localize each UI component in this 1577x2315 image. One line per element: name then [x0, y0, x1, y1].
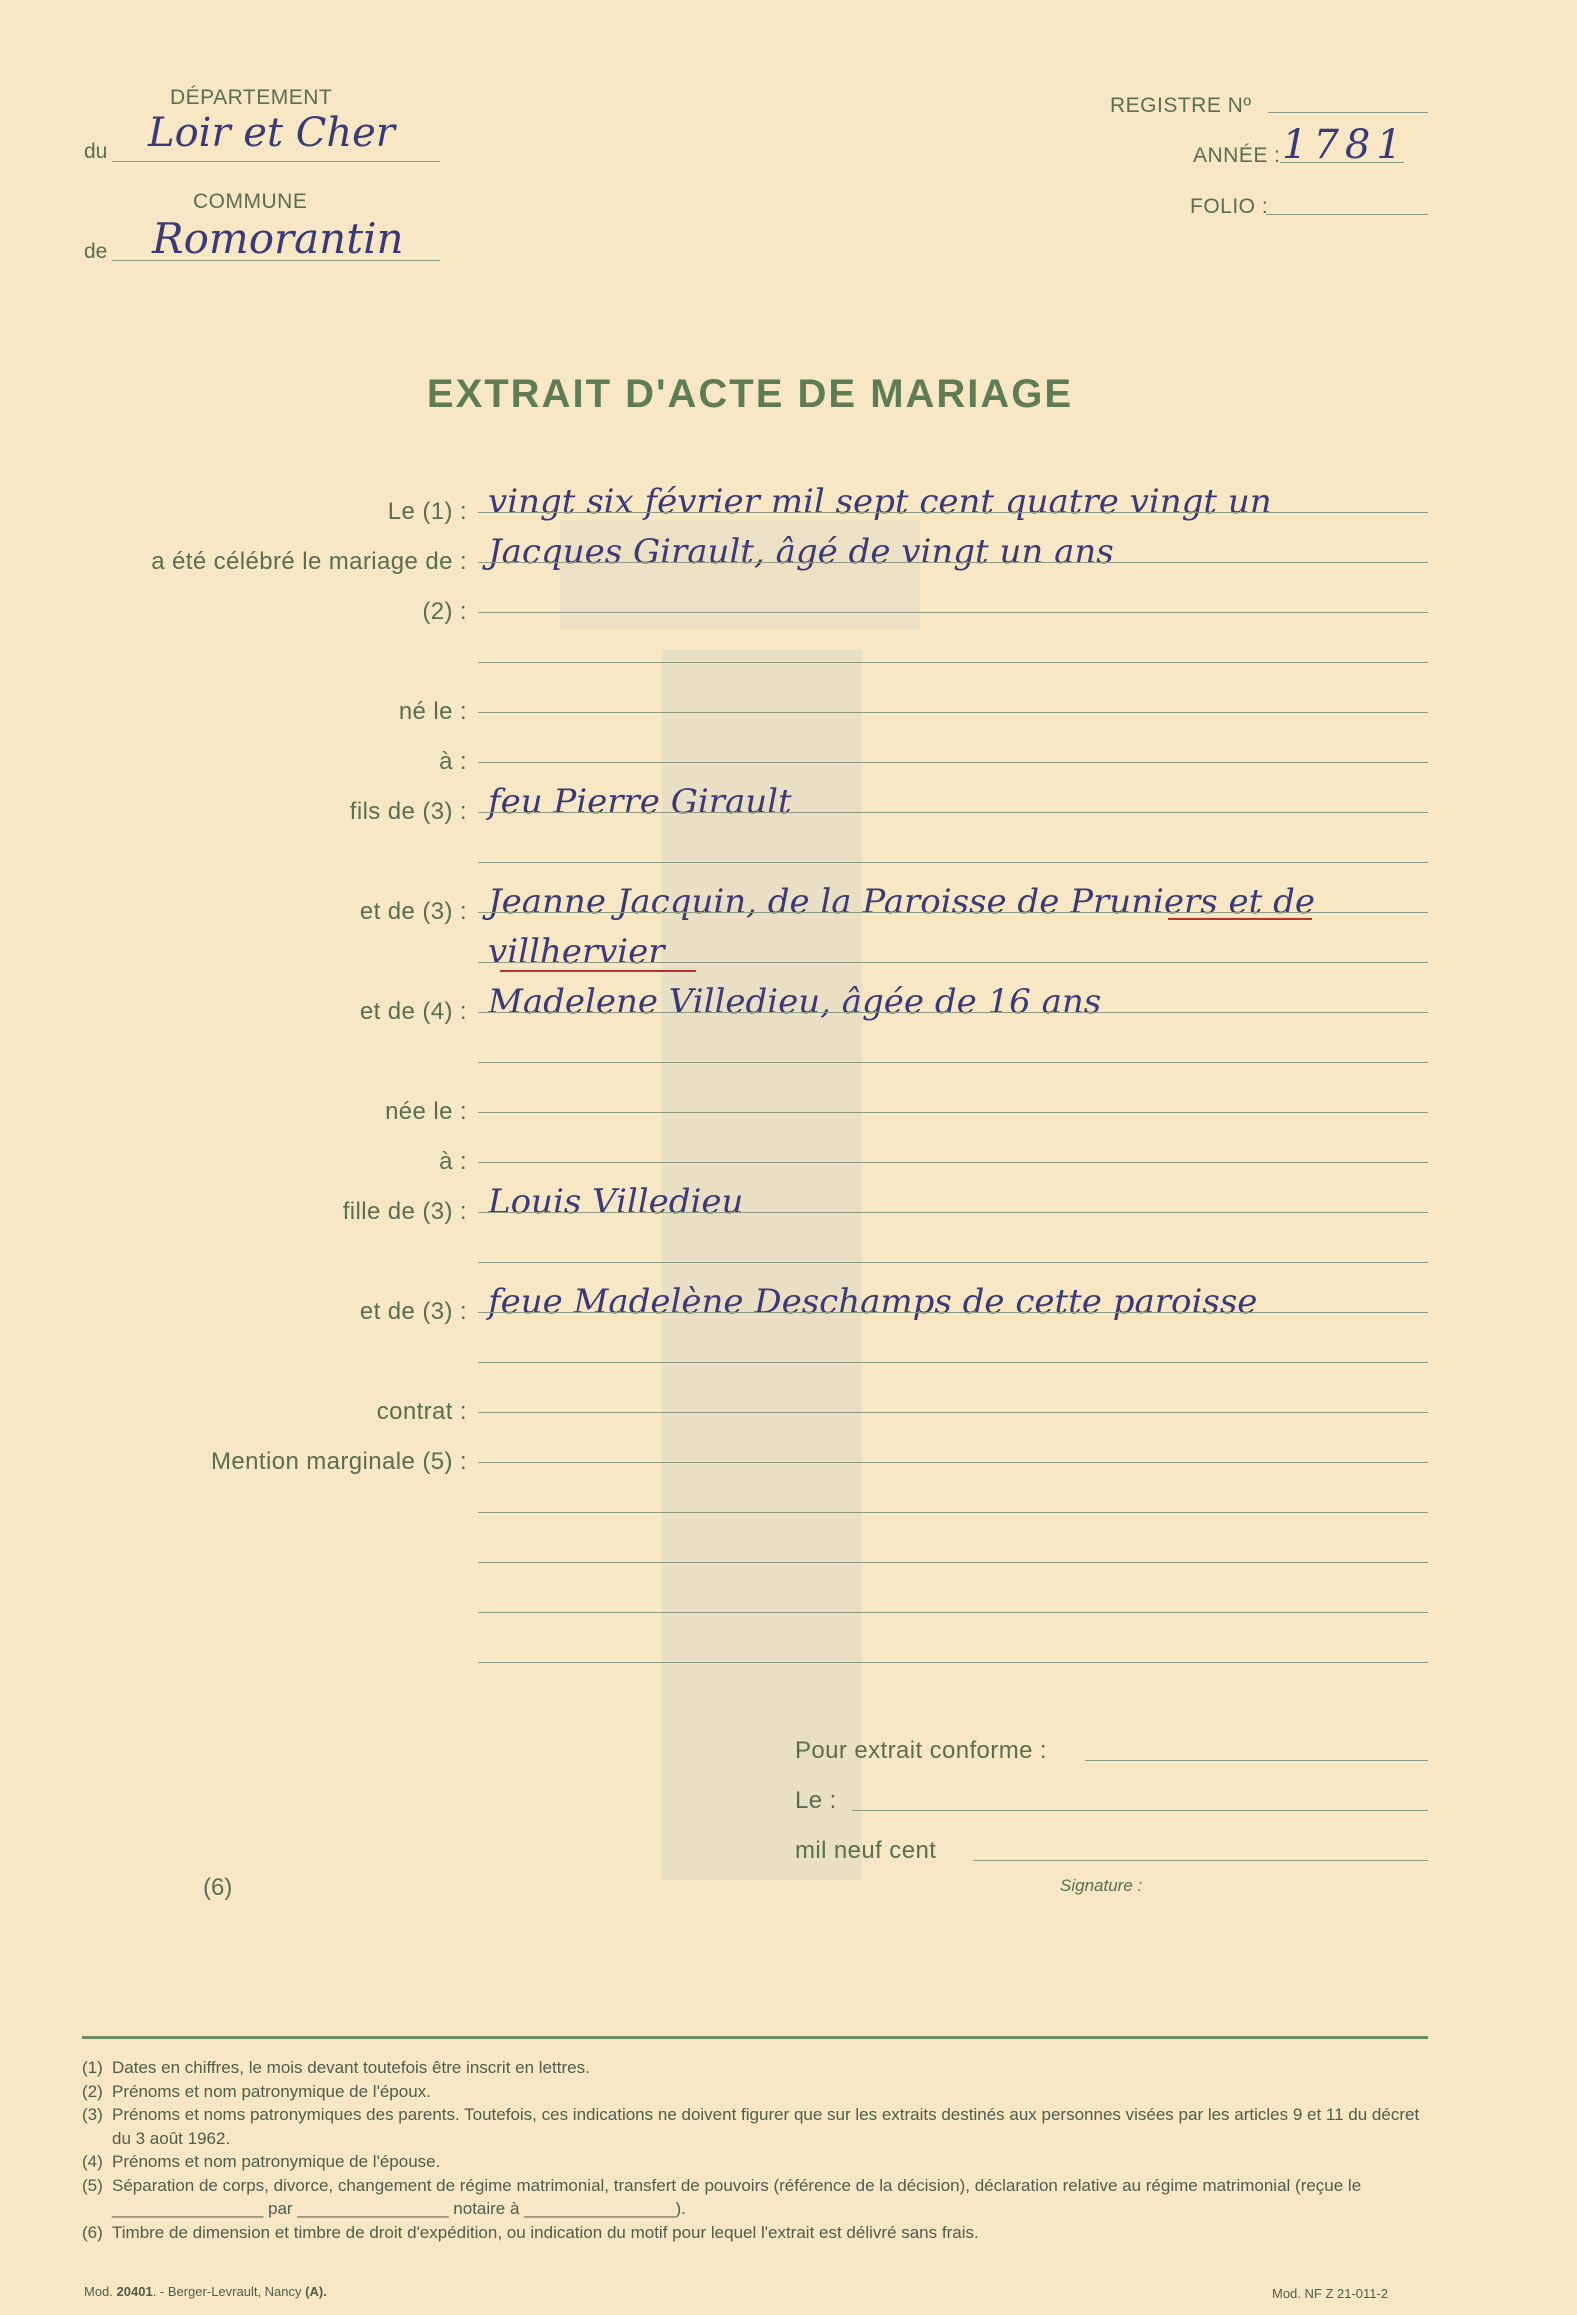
field-value: feue Madelène Deschamps de cette paroisse [488, 1282, 1258, 1322]
field-value: feu Pierre Girault [488, 782, 792, 822]
annee-line [1280, 162, 1404, 163]
field-value: villhervier [488, 932, 665, 972]
field-line [478, 1612, 1428, 1613]
field-label: fils de (3) : [349, 798, 467, 825]
field-label: (2) : [422, 598, 467, 625]
footnote: (1) Dates en chiffres, le mois devant toutefois être inscrit en lettres. [82, 2058, 590, 2077]
field-label: et de (3) : [359, 898, 467, 925]
field-label: a été célébré le mariage de : [151, 548, 467, 575]
le-line [852, 1810, 1428, 1811]
field-line [478, 612, 1428, 613]
pour-extrait-line [1085, 1760, 1428, 1761]
field-label: Le (1) : [387, 498, 467, 525]
field-value: Louis Villedieu [488, 1182, 744, 1222]
field-line [478, 1562, 1428, 1563]
field-value: Madelene Villedieu, âgée de 16 ans [488, 982, 1102, 1022]
field-line [478, 1262, 1428, 1263]
field-label: née le : [385, 1098, 467, 1125]
mil-neuf-cent-label: mil neuf cent [795, 1837, 937, 1864]
field-label: à : [439, 748, 467, 775]
field-line [478, 862, 1428, 863]
commune-line [112, 260, 440, 261]
field-line [478, 1062, 1428, 1063]
departement-line [112, 161, 440, 162]
field-line [478, 1212, 1428, 1213]
mil-neuf-cent-line [973, 1860, 1428, 1861]
footnote: (2) Prénoms et nom patronymique de l'époux. [82, 2081, 431, 2101]
commune-prefix: de [84, 240, 108, 263]
commune-label: COMMUNE [193, 190, 308, 213]
field-label: contrat : [376, 1398, 467, 1425]
field-line [478, 912, 1428, 913]
commune-value: Romorantin [152, 214, 404, 263]
field-label: et de (4) : [359, 998, 467, 1025]
field-line [478, 1512, 1428, 1513]
footnote: (3) Prénoms et noms patronymiques des parents. Toutefois, ces indications ne doivent figurer que sur les extraits destinés aux personnes visées par les articles 9 et 11 du décret du 3 août 1962. [82, 2105, 1420, 2148]
field-line [478, 1312, 1428, 1313]
field-label: et de (3) : [359, 1298, 467, 1325]
pour-extrait-label: Pour extrait conforme : [795, 1737, 1047, 1764]
section-divider [82, 2036, 1428, 2039]
form-reference: Mod. NF Z 21-011-2 [1272, 2286, 1389, 2301]
field-line [478, 1462, 1428, 1463]
annee-value: 1781 [1282, 122, 1408, 168]
field-line [478, 1162, 1428, 1163]
field-line [478, 512, 1428, 513]
page-title: EXTRAIT D'ACTE DE MARIAGE [426, 372, 1074, 416]
field-label: né le : [398, 698, 467, 725]
signature-label: Signature : [1060, 1876, 1143, 1895]
registre-label: REGISTRE Nº [1110, 94, 1252, 117]
folio-line [1266, 214, 1428, 215]
footnote: (5) Séparation de corps, divorce, changement de régime matrimonial, transfert de pouvoirs (référence de la décision), déclaration relative au régime matrimonial (reçue le ________________ par ________________ notaire à ________________). [82, 2175, 1362, 2218]
departement-value: Loir et Cher [148, 110, 395, 156]
red-underline [500, 970, 696, 972]
folio-label: FOLIO : [1190, 195, 1269, 218]
le-label: Le : [795, 1787, 837, 1814]
footnote: (4) Prénoms et nom patronymique de l'épouse. [82, 2152, 441, 2171]
field-line [478, 562, 1428, 563]
footnotes [82, 2056, 1430, 2244]
field-label: Mention marginale (5) : [211, 1448, 467, 1475]
field-label: à : [439, 1148, 467, 1175]
field-line [478, 1662, 1428, 1663]
field-line [478, 962, 1428, 963]
field-line [478, 1412, 1428, 1413]
field-line [478, 662, 1428, 663]
registre-line [1268, 112, 1428, 113]
field-value: Jeanne Jacquin, de la Paroisse de Pruniers et de [488, 882, 1316, 922]
footnote: (6) Timbre de dimension et timbre de droit d'expédition, ou indication du motif pour lequel l'extrait est délivré sans frais. [82, 2222, 979, 2242]
red-underline [1168, 918, 1312, 920]
printer-credit: Mod. 20401. - Berger-Levrault, Nancy (A). [84, 2284, 327, 2299]
departement-label: DÉPARTEMENT [170, 86, 333, 109]
field-label: fille de (3) : [342, 1198, 467, 1225]
field-line [478, 712, 1428, 713]
field-line [478, 812, 1428, 813]
field-line [478, 1362, 1428, 1363]
field-line [478, 1012, 1428, 1013]
stamp-marker: (6) [203, 1874, 233, 1901]
annee-label: ANNÉE : [1193, 144, 1281, 167]
field-line [478, 762, 1428, 763]
field-line [478, 1112, 1428, 1113]
background-stain [662, 650, 862, 1880]
departement-prefix: du [84, 140, 108, 163]
field-value: Jacques Girault, âgé de vingt un ans [488, 532, 1114, 572]
field-value: vingt six février mil sept cent quatre vingt un [488, 482, 1272, 522]
